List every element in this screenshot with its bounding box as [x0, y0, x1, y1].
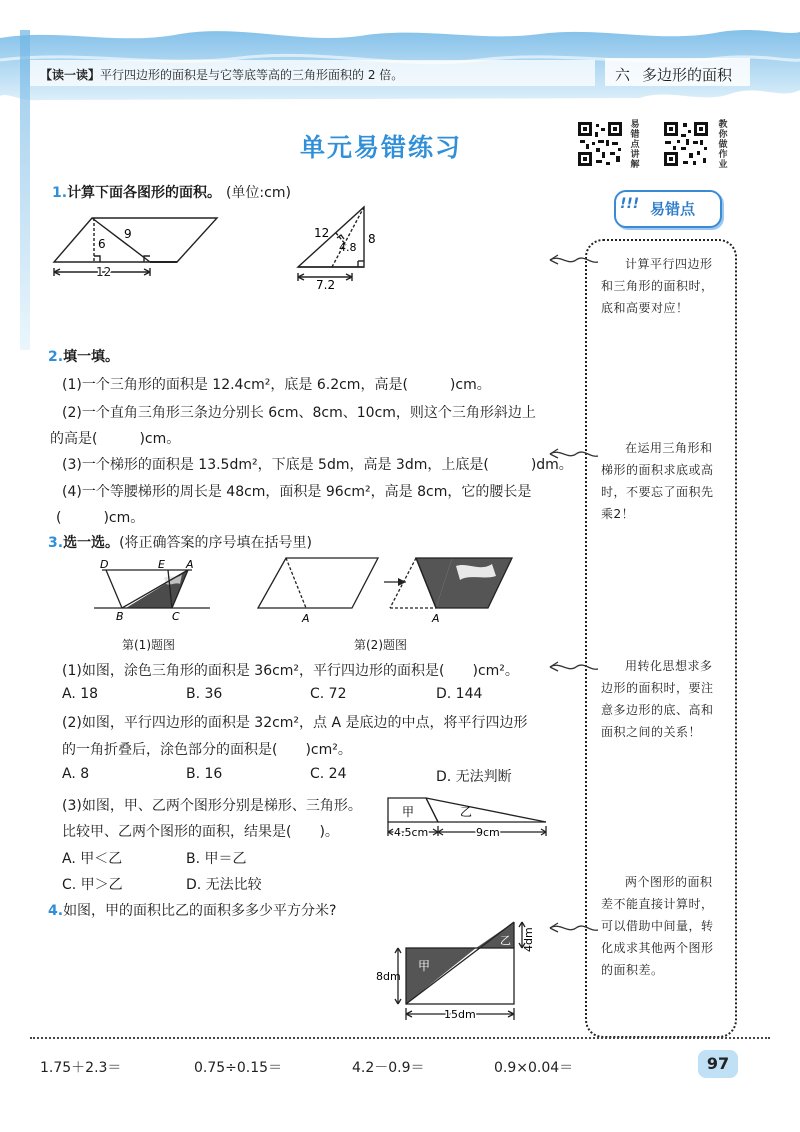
q3-p3-option-c[interactable]: C. 甲＞乙	[62, 877, 123, 893]
q1-unit: (单位:cm)	[225, 185, 291, 201]
q4-fig-right: 4dm	[522, 927, 535, 952]
q3-figure-2	[256, 552, 556, 627]
q3-p1-option-b[interactable]: B. 36	[186, 686, 223, 702]
calc-1: 1.75＋2.3＝	[40, 1060, 122, 1076]
q1-text: 计算下面各图形的面积。	[67, 185, 222, 201]
q3-p3-option-a[interactable]: A. 甲＜乙	[62, 851, 123, 867]
calc-3: 4.2－0.9＝	[352, 1060, 425, 1076]
q4-number: 4.	[48, 903, 64, 919]
q2-item-1: (1)一个三角形的面积是 12.4cm²，底是 6.2cm，高是( )cm。	[62, 377, 491, 393]
tip-2: 在运用三角形和梯形的面积求底或高时，不要忘了面积先乘2！	[601, 441, 714, 521]
q3-caption-2: 第(2)题图	[354, 638, 407, 652]
q4-figure	[376, 918, 546, 1028]
q1-fig1-side: 9	[124, 227, 132, 241]
q1-fig2-side-b: 8	[368, 232, 376, 246]
q3-p1-option-d[interactable]: D. 144	[436, 686, 483, 702]
chapter-heading	[615, 64, 732, 85]
q1-parallelogram-figure	[52, 210, 222, 285]
q3-part-2a: (2)如图，平行四边形的面积是 32cm²，点 A 是底边的中点，将平行四边形	[62, 715, 528, 731]
q1-fig2-height: 4.8	[339, 241, 357, 254]
q3-number: 3.	[48, 535, 64, 551]
calc-4: 0.9×0.04＝	[494, 1060, 574, 1076]
q4-fig-jia: 甲	[418, 959, 431, 973]
q3-p3-option-b[interactable]: B. 甲＝乙	[186, 851, 247, 867]
q3-part-3b: 比较甲、乙两个图形的面积，结果是( )。	[62, 824, 339, 840]
page-title: 单元易错练习	[300, 133, 463, 162]
q3-fig1-a: A	[186, 558, 194, 571]
read-tip-text: 平行四边形的面积是与它等底等高的三角形面积的 2 倍。	[100, 68, 404, 82]
q4-fig-base: 15dm	[444, 1008, 476, 1021]
exclaim-icon: !!!	[620, 196, 640, 212]
q3-p3-option-d[interactable]: D. 无法比较	[186, 877, 262, 893]
q3-fig1-b: B	[116, 610, 124, 623]
q3-fig1-c: C	[172, 610, 180, 623]
q1-triangle-figure	[292, 205, 392, 290]
q2-item-3: (3)一个梯形的面积是 13.5dm²，下底是 5dm，高是 3dm，上底是( )dm。	[62, 457, 573, 473]
q2-heading	[48, 346, 119, 366]
read-tip	[40, 66, 403, 83]
q4-fig-yi: 乙	[500, 934, 511, 947]
qr-code-left-icon[interactable]	[576, 120, 624, 168]
tip-4: 两个图形的面积差不能直接计算时，可以借助中间量，转化成求其他两个图形的面积差。	[601, 875, 714, 977]
badge-label: 易错点	[650, 200, 696, 218]
q4-text: 如图，甲的面积比乙的面积多多少平方分米?	[63, 903, 337, 919]
q3-fig3-w1: 4.5cm	[394, 826, 429, 839]
q2-item-4a: (4)一个等腰梯形的周长是 48cm，面积是 96cm²，高是 8cm，它的腰长是	[62, 484, 532, 500]
q3-figure-3	[384, 792, 552, 844]
q3-part-2b: 的一角折叠后，涂色部分的面积是( )cm²。	[62, 742, 352, 758]
q3-p2-option-c[interactable]: C. 24	[310, 766, 347, 782]
q3-p2-option-b[interactable]: B. 16	[186, 766, 223, 782]
q3-heading	[48, 532, 312, 552]
q2-item-2b: 的高是( )cm。	[50, 431, 181, 447]
chapter-title: 多边形的面积	[642, 66, 733, 84]
q3-p1-option-c[interactable]: C. 72	[310, 686, 347, 702]
qr-code-right-icon[interactable]	[662, 120, 710, 168]
q2-item-4b: ( )cm。	[56, 510, 145, 526]
q3-sub: (将正确答案的序号填在括号里)	[119, 535, 312, 551]
q3-figure-1	[92, 556, 212, 626]
q3-fig3-jia: 甲	[402, 805, 415, 819]
chapter-number: 六	[615, 66, 631, 84]
error-points-badge	[614, 190, 722, 228]
qr-right-caption: 教你做作业	[718, 120, 728, 170]
q4-heading	[48, 900, 337, 920]
q3-fig2-a2: A	[432, 612, 440, 625]
q3-fig2-a1: A	[302, 612, 310, 625]
q3-fig1-d: D	[100, 558, 109, 571]
tip-1: 计算平行四边形和三角形的面积时，底和高要对应！	[601, 257, 714, 315]
q2-number: 2.	[48, 349, 64, 365]
q3-p2-option-a[interactable]: A. 8	[62, 766, 90, 782]
q1-fig1-height: 6	[98, 237, 106, 251]
q3-part-1: (1)如图，涂色三角形的面积是 36cm²，平行四边形的面积是( )cm²。	[62, 663, 519, 679]
tips-sidebar	[585, 239, 737, 1038]
q4-fig-left: 8dm	[376, 970, 401, 983]
qr-left-caption: 易错点讲解	[630, 120, 640, 170]
q2-text: 填一填。	[63, 349, 120, 365]
binding-edge	[20, 30, 30, 350]
q3-caption-1: 第(1)题图	[122, 638, 175, 652]
footer-divider	[30, 1037, 770, 1039]
tip-3: 用转化思想求多边形的面积时，要注意多边形的底、高和面积之间的关系！	[601, 659, 714, 739]
q1-fig2-side-a: 12	[314, 226, 330, 240]
q3-fig1-e: E	[158, 558, 165, 571]
q3-fig3-yi: 乙	[460, 805, 473, 819]
q1-number: 1.	[52, 185, 68, 201]
q3-p2-option-d[interactable]: D. 无法判断	[436, 769, 512, 785]
q2-item-2a: (2)一个直角三角形三条边分别长 6cm、8cm、10cm，则这个三角形斜边上	[62, 405, 536, 421]
q3-fig3-w2: 9cm	[476, 826, 500, 839]
q3-p1-option-a[interactable]: A. 18	[62, 686, 99, 702]
calc-2: 0.75÷0.15＝	[194, 1060, 283, 1076]
q1-fig1-base: 12	[96, 265, 112, 279]
q1-heading	[52, 182, 291, 202]
read-tip-label: 【读一读】	[40, 68, 101, 82]
q3-part-3a: (3)如图，甲、乙两个图形分别是梯形、三角形。	[62, 798, 362, 814]
q3-text: 选一选。	[63, 535, 120, 551]
page-number: 97	[698, 1050, 738, 1078]
q1-fig2-base: 7.2	[316, 278, 336, 290]
